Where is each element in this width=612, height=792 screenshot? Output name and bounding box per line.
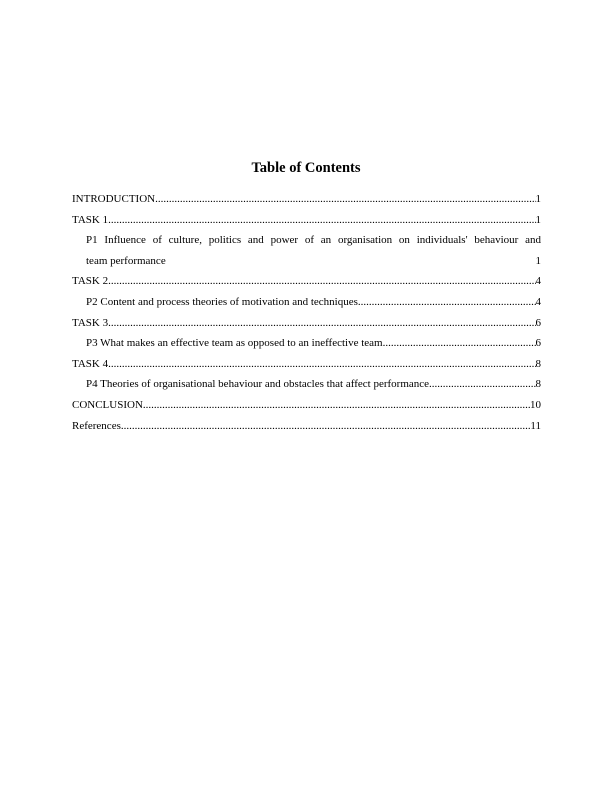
toc-entry-task-2[interactable]: [72, 271, 541, 292]
toc-entry-page: 6: [535, 337, 541, 350]
toc-entry-page: 1: [535, 193, 541, 205]
toc-entry-page: 4: [535, 295, 541, 308]
toc-entry-page: 1: [535, 254, 541, 267]
toc-entry-label: TASK 2: [72, 275, 109, 288]
dot-leader: [108, 271, 535, 292]
toc-entry-p3[interactable]: [72, 333, 541, 354]
toc-entry-label-line1: P1 Influence of culture, politics and power of an organisation on individuals' behaviour and: [86, 234, 541, 247]
toc-entry-task-4[interactable]: [72, 354, 541, 375]
toc-entry-p1[interactable]: [72, 230, 541, 271]
toc-entry-page: 8: [535, 357, 541, 370]
toc-entry-label: P3 What makes an effective team as opposed to an ineffective team: [86, 337, 383, 350]
toc-entry-p2[interactable]: [72, 292, 541, 313]
toc-entry-label: References: [72, 419, 121, 432]
toc-entry-page: 4: [535, 275, 541, 288]
toc-entry-label: TASK 3: [72, 316, 109, 329]
toc-entry-page: 1: [535, 213, 541, 226]
dot-leader: [108, 354, 535, 375]
toc-entry-page: 10: [530, 398, 541, 411]
toc-entry-p4[interactable]: [72, 374, 541, 395]
toc-entry-label: TASK 4: [72, 357, 109, 370]
toc-entry-conclusion[interactable]: [72, 395, 541, 416]
toc-entry-page: 11: [530, 419, 541, 432]
toc-entry-label-line2: team performance: [86, 254, 166, 267]
toc-entry-label: P2 Content and process theories of motivation and techniques: [86, 295, 358, 308]
dot-leader: [429, 374, 535, 395]
toc-entry-label: CONCLUSION: [72, 398, 143, 411]
toc-entry-references[interactable]: [72, 416, 541, 437]
dot-leader: [121, 416, 531, 437]
toc-entry-page: 8: [535, 378, 541, 391]
toc-entry-task-1[interactable]: [72, 210, 541, 231]
dot-leader: [143, 395, 530, 416]
toc-entry-label: P4 Theories of organisational behaviour and obstacles that affect performance: [86, 378, 430, 391]
toc-entry-label: TASK 1: [72, 213, 109, 226]
dot-leader: [108, 210, 535, 231]
dot-leader: [155, 189, 535, 210]
toc-entry-page: 6: [535, 316, 541, 329]
table-of-contents: [72, 189, 541, 436]
dot-leader: [383, 333, 536, 354]
dot-leader: [358, 292, 536, 313]
dot-leader: [108, 313, 535, 334]
toc-entry-introduction[interactable]: [72, 189, 541, 210]
toc-entry-task-3[interactable]: [72, 313, 541, 334]
toc-title: Table of Contents: [251, 160, 361, 176]
toc-entry-label: INTRODUCTION: [72, 193, 156, 205]
